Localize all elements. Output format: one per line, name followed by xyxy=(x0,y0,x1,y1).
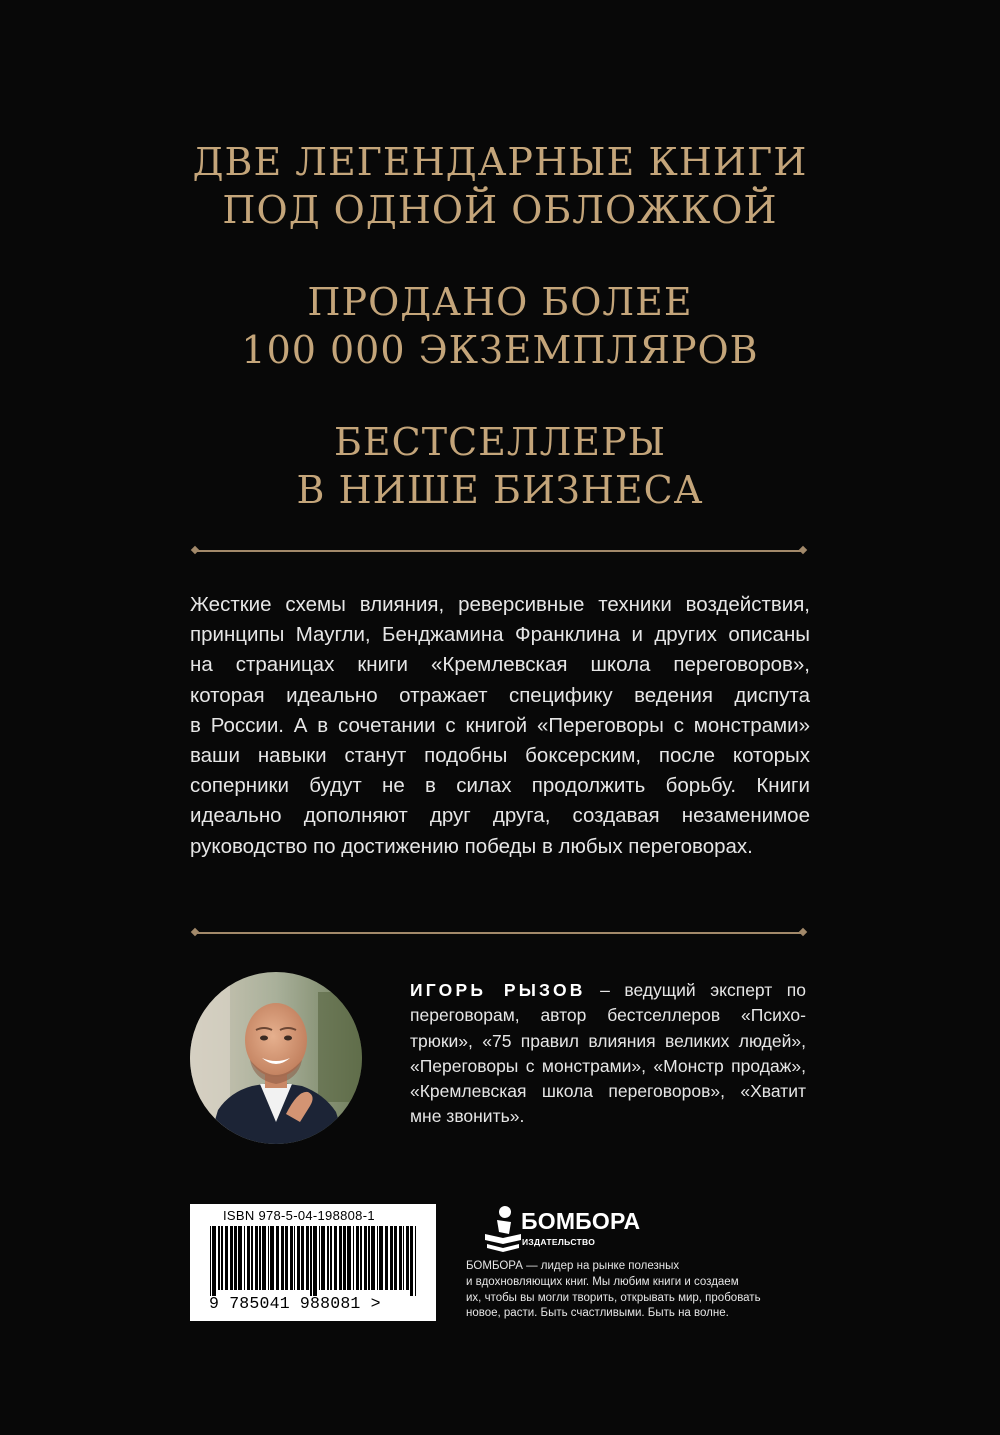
description-line: которая идеально отражает специфику ведения диспута xyxy=(190,683,810,707)
headline-line: В НИШЕ БИЗНЕСА xyxy=(296,468,704,512)
headline-line: ДВЕ ЛЕГЕНДАРНЫЕ КНИГИ xyxy=(192,140,808,184)
blurb-line: их, чтобы вы могли творить, открывать мир, пробовать xyxy=(466,1291,761,1304)
publisher-name: БОМБОРА xyxy=(521,1208,641,1234)
headline-line: БЕСТСЕЛЛЕРЫ xyxy=(333,420,666,464)
description-line: идеально дополняют друг друга, создавая незаменимое xyxy=(190,804,810,828)
bio-line: мне звонить». xyxy=(410,1106,525,1127)
top-divider xyxy=(192,546,806,556)
description-line: ваши навыки станут подобны боксерским, после которых xyxy=(190,744,810,768)
publisher-blurb xyxy=(466,1259,826,1322)
description-line: принципы Маугли, Бенджамина Франклина и других описаны xyxy=(190,623,810,647)
bottom-divider xyxy=(192,928,806,938)
bio-first-line-rest: – ведущий эксперт по xyxy=(585,980,807,1000)
bio-line: переговорам, автор бестселлеров «Психо- xyxy=(410,1005,806,1026)
author-name: ИГОРЬ РЫЗОВ xyxy=(410,980,586,1000)
description-line: в России. А в сочетании с книгой «Переговоры с монстрами» xyxy=(190,713,810,737)
book-description xyxy=(190,590,810,862)
isbn-barcode xyxy=(190,1204,436,1321)
barcode-bars xyxy=(210,1226,416,1296)
headline-copies-sold xyxy=(0,278,1000,374)
headline-line: 100 000 ЭКЗЕМПЛЯРОВ xyxy=(241,328,759,372)
headline-two-books xyxy=(0,138,1000,234)
publisher-reader-icon xyxy=(483,1204,523,1254)
blurb-line: и вдохновляющих книг. Мы любим книги и создаем xyxy=(466,1275,739,1288)
bio-first-line xyxy=(410,978,806,1003)
isbn-label: ISBN 978-5-04-198808-1 xyxy=(223,1208,375,1223)
headline-line: ПОД ОДНОЙ ОБЛОЖКОЙ xyxy=(222,188,778,232)
author-photo xyxy=(190,972,362,1144)
bio-line: трюки», «75 правил влияния великих людей», xyxy=(410,1030,806,1051)
author-bio xyxy=(410,978,806,1130)
description-line: Жесткие схемы влияния, реверсивные техники воздействия, xyxy=(190,593,810,616)
description-line: на страницах книги «Кремлевская школа переговоров», xyxy=(190,653,810,677)
barcode-digits: 9 785041 988081 > xyxy=(209,1294,381,1313)
publisher-logo xyxy=(483,1202,643,1258)
headline-bestsellers xyxy=(0,418,1000,514)
description-line: руководство по достижению победы в любых переговорах. xyxy=(190,834,753,858)
bio-line: «Кремлевская школа переговоров», «Хватит xyxy=(410,1081,806,1102)
bio-line: «Переговоры с монстрами», «Монстр продаж», xyxy=(410,1055,806,1076)
headline-line: ПРОДАНО БОЛЕЕ xyxy=(307,280,693,324)
blurb-line: БОМБОРА — лидер на рынке полезных xyxy=(466,1260,680,1272)
publisher-subtitle: ИЗДАТЕЛЬСТВО xyxy=(522,1237,596,1247)
blurb-line: новое, расти. Быть счастливыми. Быть на волне. xyxy=(466,1307,729,1320)
description-line: соперники будут не в силах продолжить борьбу. Книги xyxy=(190,774,810,798)
